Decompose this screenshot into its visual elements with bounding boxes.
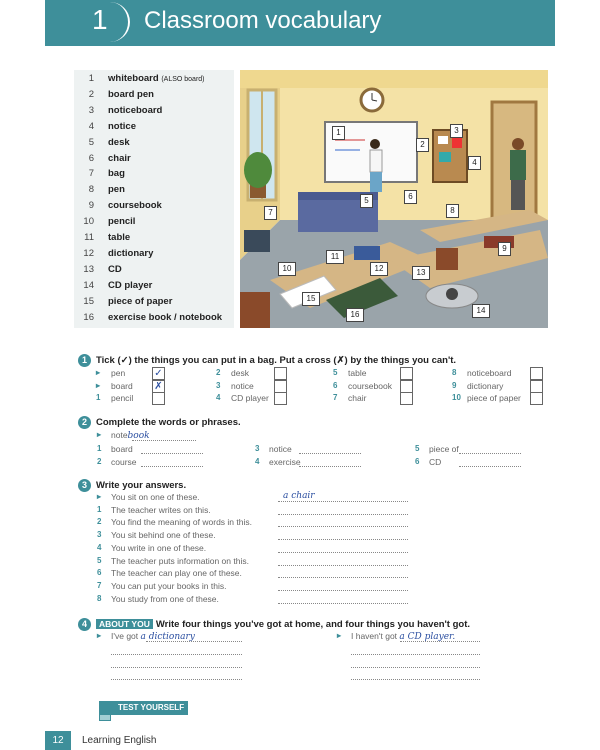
callout-1: 1: [332, 126, 345, 140]
ex3-item-number: 5: [97, 555, 102, 565]
vocab-number: 4: [88, 120, 94, 132]
example-answer: book: [127, 431, 150, 441]
exercise-1-number: 1: [78, 354, 91, 367]
ex1-item-word: pen: [111, 368, 126, 378]
vocab-row: [80, 105, 230, 121]
ex2-item-text: piece of: [429, 444, 459, 454]
ex3-item-text: You sit behind one of these.: [111, 530, 216, 541]
ex1-checkbox[interactable]: [400, 367, 413, 380]
vocab-word-text: table: [108, 232, 131, 243]
ex2-item-number: 1: [97, 444, 102, 453]
ex1-item-number: 5: [333, 368, 338, 377]
answer-line[interactable]: [278, 590, 408, 591]
vocab-row: [80, 200, 230, 216]
vocab-word: [108, 168, 125, 179]
answer-line[interactable]: [351, 654, 480, 655]
ex1-item-number: 4: [216, 393, 221, 402]
ex1-item-word: desk: [231, 368, 249, 378]
vocab-row: [80, 248, 230, 264]
answer-line[interactable]: [278, 539, 408, 540]
vocab-row: [80, 121, 230, 137]
ex1-checkbox[interactable]: [400, 392, 413, 405]
ex1-checkbox[interactable]: [152, 392, 165, 405]
vocab-number: 15: [83, 295, 94, 307]
ex3-item-text: You sit on one of these.: [111, 492, 200, 502]
callout-3: 3: [450, 124, 463, 138]
answer-line[interactable]: [141, 453, 203, 454]
exercise-2-instruction: Complete the words or phrases.: [96, 417, 241, 428]
vocab-number: 2: [88, 88, 94, 100]
vocab-number: 13: [83, 263, 94, 275]
answer-line: [146, 641, 242, 642]
ex1-item-word: board: [111, 380, 133, 391]
vocab-row: [80, 137, 230, 153]
ex1-checkbox[interactable]: ✓: [152, 367, 165, 380]
vocab-word-text: whiteboard: [108, 73, 159, 84]
ex3-item-text: You study from one of these.: [111, 593, 219, 604]
ex1-item-word: chair: [348, 393, 367, 403]
vocab-word: [108, 296, 172, 307]
ex2-item-number: 4: [255, 457, 260, 466]
ex1-item-number: 1: [96, 393, 101, 402]
ex1-item-number: 8: [452, 368, 457, 377]
vocab-word: [108, 137, 130, 148]
callout-11: 11: [326, 250, 344, 264]
ex2-item-number: 3: [255, 444, 260, 453]
ex3-item-number: 6: [97, 568, 102, 578]
vocab-row: [80, 312, 230, 328]
vocab-row: [80, 168, 230, 184]
answer-line[interactable]: [111, 667, 242, 668]
page-number: 12: [45, 731, 71, 750]
ex1-item-number: 10: [452, 393, 461, 402]
callout-9: 9: [498, 242, 511, 256]
vocab-word-text: CD: [108, 263, 122, 275]
vocab-word-text: desk: [108, 136, 130, 148]
exercise-3-instruction: Write your answers.: [96, 480, 187, 491]
callout-5: 5: [360, 194, 373, 208]
ex1-item-word: pencil: [111, 393, 134, 403]
callout-8: 8: [446, 204, 459, 218]
callout-15: 15: [302, 292, 320, 306]
ex2-item-text: CD: [429, 457, 442, 467]
ex4-right-prefix: I haven't got: [351, 631, 398, 641]
vocab-word: [108, 73, 205, 84]
ex1-item-word: piece of paper: [467, 393, 521, 403]
ex3-item-text: You can put your books in this.: [111, 580, 227, 591]
exercise-2-example-bullet: ▸: [97, 430, 102, 439]
callout-4: 4: [468, 156, 481, 170]
vocab-word-text: pen: [108, 184, 125, 196]
vocab-word: [108, 200, 162, 211]
ex4-left-bullet: ▸: [97, 631, 102, 640]
exercise-2-number: 2: [78, 416, 91, 429]
ex2-item-number: 6: [415, 457, 420, 466]
ex3-item-number: 1: [97, 504, 102, 514]
vocab-word-text: chair: [108, 152, 131, 164]
vocab-row: [80, 296, 230, 312]
exercise-4-text: Write four things you've got at home, and four things you haven't got.: [155, 619, 471, 630]
vocab-word: [108, 153, 131, 164]
answer-line[interactable]: [299, 466, 361, 467]
ex1-item-number: ▸: [96, 380, 101, 390]
ex1-checkbox[interactable]: ✗: [152, 380, 165, 393]
vocab-word: [108, 184, 125, 195]
vocab-word-text: piece of paper: [108, 295, 173, 307]
page-title: Classroom vocabulary: [144, 7, 382, 34]
answer-line[interactable]: [278, 514, 408, 515]
ex1-item-number: 3: [216, 380, 221, 390]
answer-line[interactable]: [278, 577, 408, 578]
vocab-word-text: coursebook: [108, 200, 162, 212]
vocab-row: [80, 264, 230, 280]
unit-number: 1: [92, 4, 108, 35]
classroom-illustration: [240, 70, 548, 328]
ex4-left-prefix: I've got: [111, 631, 139, 641]
ex1-item-number: 7: [333, 393, 338, 402]
vocab-number: 9: [88, 200, 94, 212]
vocab-word: [108, 312, 222, 323]
vocab-word: [108, 248, 153, 259]
ex1-item-number: ▸: [96, 368, 101, 377]
ex3-item-number: 7: [97, 580, 102, 590]
exercise-4-instruction: [96, 619, 470, 630]
ex3-item-number: 2: [97, 517, 102, 527]
vocab-word-text: exercise book / notebook: [108, 311, 223, 323]
classroom-scene: [240, 70, 548, 328]
exercise-3-number: 3: [78, 479, 91, 492]
ex2-item-number: 2: [97, 457, 102, 466]
answer-line[interactable]: [459, 453, 521, 454]
vocab-number: 7: [88, 168, 94, 180]
answer-line: [132, 440, 196, 441]
vocab-number: 3: [88, 104, 94, 116]
example-prefix: note: [111, 430, 128, 440]
vocab-word: [108, 121, 136, 132]
ex3-item-text: The teacher can play one of these.: [111, 568, 242, 579]
ex1-item-number: 9: [452, 380, 457, 390]
ex3-item-number: ▸: [97, 492, 102, 501]
answer-line[interactable]: [111, 679, 242, 680]
answer-line[interactable]: [141, 466, 203, 467]
ex1-item-word: table: [348, 368, 367, 378]
callout-16: 16: [346, 308, 364, 322]
ex1-checkbox[interactable]: [274, 392, 287, 405]
ex1-item-word: CD player: [231, 393, 269, 403]
ex2-item-text: board: [111, 444, 133, 454]
ex1-checkbox[interactable]: [274, 367, 287, 380]
exercise-4-number: 4: [78, 618, 91, 631]
vocab-word: [108, 232, 130, 243]
ex1-checkbox[interactable]: [530, 367, 543, 380]
answer-line[interactable]: [459, 466, 521, 467]
about-you-badge: ABOUT YOU: [96, 619, 153, 629]
vocab-row: [80, 184, 230, 200]
ex1-checkbox[interactable]: [274, 380, 287, 393]
vocab-row: [80, 232, 230, 248]
vocab-row: [80, 73, 230, 89]
ex2-item-text: notice: [269, 444, 292, 454]
vocab-word-text: noticeboard: [108, 104, 163, 116]
vocab-word: [108, 105, 162, 116]
ex3-item-text: The teacher writes on this.: [111, 504, 211, 515]
vocab-word: [108, 280, 152, 291]
exercise-3-example-answer: a chair: [283, 491, 315, 501]
vocab-number: 11: [84, 232, 94, 243]
answer-line: [400, 641, 480, 642]
ex4-right-answer: a CD player.: [399, 632, 456, 642]
vocab-word-text: CD player: [108, 279, 153, 291]
ex2-item-number: 5: [415, 444, 420, 453]
vocab-word-text: notice: [108, 120, 136, 132]
vocab-number: 6: [88, 152, 94, 164]
answer-line[interactable]: [278, 552, 408, 553]
ex3-item-text: You find the meaning of words in this.: [111, 517, 252, 528]
ex1-item-word: dictionary: [467, 380, 504, 391]
vocab-word-text: board pen: [108, 88, 154, 100]
answer-line[interactable]: [351, 667, 480, 668]
ex4-left-answer: a dictionary: [140, 632, 195, 642]
answer-line[interactable]: [278, 565, 408, 566]
ex3-item-number: 3: [97, 530, 102, 540]
callout-7: 7: [264, 206, 277, 220]
callout-6: 6: [404, 190, 417, 204]
ex4-right-bullet: ▸: [337, 631, 342, 640]
answer-line[interactable]: [111, 654, 242, 655]
ex2-item-text: exercise: [269, 457, 301, 467]
vocab-number: 16: [83, 311, 94, 323]
callout-2: 2: [416, 138, 429, 152]
answer-line[interactable]: [278, 603, 408, 604]
ex1-item-word: notice: [231, 380, 254, 391]
test-yourself-button[interactable]: TEST YOURSELF: [100, 701, 188, 715]
vocab-word: [108, 89, 154, 100]
answer-line[interactable]: [278, 526, 408, 527]
answer-line[interactable]: [351, 679, 480, 680]
ex1-item-number: 2: [216, 368, 221, 377]
ex1-checkbox[interactable]: [400, 380, 413, 393]
ex1-item-word: coursebook: [348, 380, 392, 391]
vocab-number: 8: [88, 184, 94, 196]
vocab-word-text: dictionary: [108, 247, 154, 259]
callout-10: 10: [278, 262, 296, 276]
vocab-row: [80, 280, 230, 296]
vocab-word: [108, 216, 135, 227]
ex1-item-number: 6: [333, 380, 338, 390]
ex3-item-text: You write in one of these.: [111, 542, 207, 553]
vocab-word-text: pencil: [108, 216, 136, 228]
answer-line[interactable]: [278, 501, 408, 502]
footer-title: Learning English: [82, 735, 157, 746]
ex1-item-word: noticeboard: [467, 368, 512, 378]
vocab-number: 5: [88, 136, 94, 148]
ex2-item-text: course: [111, 457, 137, 467]
ex1-checkbox[interactable]: [530, 392, 543, 405]
answer-line[interactable]: [299, 453, 361, 454]
vocab-number: 10: [83, 216, 94, 228]
ex3-item-number: 4: [97, 542, 102, 552]
vocab-number: 12: [83, 247, 94, 259]
callout-12: 12: [370, 262, 388, 276]
vocab-number: 1: [88, 73, 94, 84]
exercise-1-instruction: Tick (✓) the things you can put in a bag. Put a cross (✗) by the things you can't.: [96, 355, 457, 366]
vocab-row: [80, 216, 230, 232]
ex3-item-number: 8: [97, 593, 102, 603]
vocab-word: [108, 264, 122, 275]
vocab-note: (ALSO board): [161, 76, 205, 83]
callout-13: 13: [412, 266, 430, 280]
vocab-row: [80, 89, 230, 105]
ex1-checkbox[interactable]: [530, 380, 543, 393]
vocab-word-text: bag: [108, 168, 125, 180]
vocab-number: 14: [83, 279, 94, 291]
ex3-item-text: The teacher puts information on this.: [111, 555, 249, 566]
callout-14: 14: [472, 304, 490, 318]
vocab-row: [80, 153, 230, 169]
